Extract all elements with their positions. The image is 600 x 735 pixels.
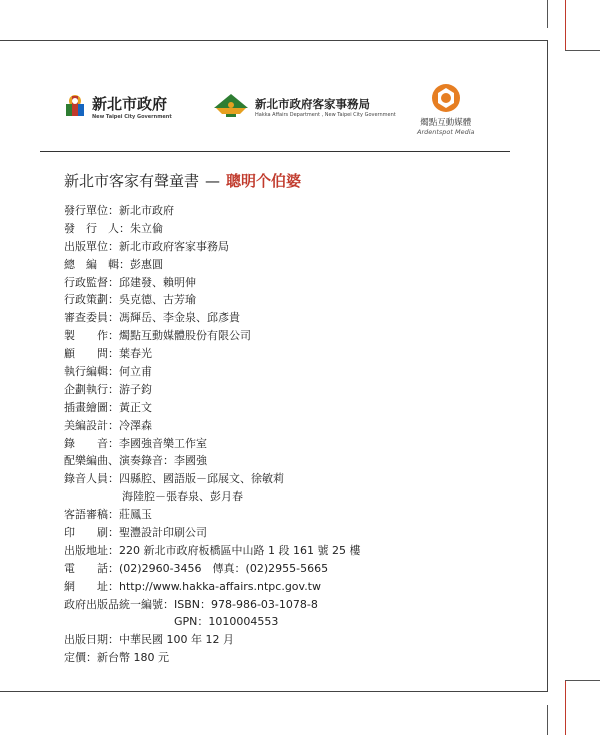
ntpc-logo — [62, 92, 172, 120]
credit-hakka-review: 客語審稿：莊鳳玉 — [64, 508, 152, 522]
crop-mark-top-right-red — [565, 0, 566, 50]
credit-recording-staff: 錄音人員：四縣腔、國語版－邱展文、徐敏莉 — [64, 472, 284, 486]
credit-music: 配樂編曲、演奏錄音：李國強 — [64, 454, 207, 468]
credit-consultant: 顧 問：葉春光 — [64, 347, 152, 361]
credit-publisher: 發行單位：新北市政府 — [64, 204, 174, 217]
credits-list — [64, 202, 504, 667]
crop-mark-top-right-v — [547, 0, 548, 28]
credit-executive-editor: 執行編輯：何立甫 — [64, 365, 152, 379]
ntpc-name: 新北市政府 — [92, 94, 168, 113]
ardentspot-logo — [417, 82, 475, 136]
hakka-name: 新北市政府客家事務局 — [255, 97, 370, 111]
ardentspot-en: Ardentspot Media — [417, 128, 475, 136]
crop-mark-bottom-right-red — [565, 680, 566, 735]
logo-bar — [62, 82, 532, 136]
credit-address: 出版地址：220 新北市政府板橋區中山路 1 段 161 號 25 樓 — [64, 543, 361, 557]
credit-illustration: 插畫繪圖：黃正文 — [64, 400, 152, 414]
book-title-main: 新北市客家有聲童書 — [64, 172, 200, 190]
credit-publish-date: 出版日期：中華民國 100 年 12 月 — [64, 633, 234, 647]
ardentspot-name: 燭點互動媒體 — [420, 118, 472, 128]
hakka-en: Hakka Affairs Department , New Taipei City Government — [255, 112, 396, 118]
credit-price: 定價：新台幣 180 元 — [64, 651, 169, 665]
credit-printing: 印 刷：聖灃設計印刷公司 — [64, 526, 207, 540]
credit-editor-in-chief: 總 編 輯：彭惠圓 — [64, 257, 163, 271]
credit-phone-fax: 電 話：(02)2960-3456 傳真：(02)2955-5665 — [64, 561, 329, 575]
credit-planning-execution: 企劃執行：游子鈞 — [64, 382, 152, 396]
credit-recording-staff-hailu: 海陸腔－張春泉、彭月春 — [122, 490, 243, 504]
credit-issuer: 發 行 人：朱立倫 — [64, 221, 163, 235]
header-rule — [40, 151, 510, 152]
credit-production: 製 作：燭點互動媒體股份有限公司 — [64, 329, 251, 343]
credit-review-committee: 審查委員：馮輝岳、李金泉、邱彥貴 — [64, 311, 240, 325]
crop-mark-top-right-h — [565, 50, 600, 51]
ntpc-emblem-icon — [62, 92, 88, 120]
ntpc-en: New Taipei City Government — [92, 113, 172, 120]
hakka-emblem-icon — [212, 92, 250, 122]
book-title — [64, 170, 301, 191]
credit-admin-planning: 行政策劃：吳克德、古芳瑜 — [64, 293, 196, 307]
frame-top-line — [0, 40, 548, 41]
frame-right-line — [547, 40, 548, 692]
frame-bottom-line — [0, 691, 548, 692]
crop-mark-bottom-right-h — [565, 680, 600, 681]
credit-art-design: 美編設計：冷澤森 — [64, 418, 152, 432]
title-dash: — — [205, 172, 221, 190]
credit-website: 網 址：http://www.hakka-affairs.ntpc.gov.tw — [64, 579, 321, 593]
credit-recording: 錄 音：李國強音樂工作室 — [64, 436, 207, 450]
credit-isbn: 政府出版品統一編號：ISBN：978-986-03-1078-8 — [64, 597, 318, 611]
credit-admin-supervision: 行政監督：邱建發、賴明伸 — [64, 275, 196, 289]
credit-gpn: GPN：1010004553 — [174, 615, 279, 629]
ardentspot-emblem-icon — [430, 82, 462, 114]
book-title-subtitle: 聰明个伯婆 — [226, 172, 302, 190]
crop-mark-bottom-right-v — [547, 705, 548, 735]
hakka-logo — [212, 92, 396, 122]
credit-publishing-unit: 出版單位：新北市政府客家事務局 — [64, 239, 229, 253]
